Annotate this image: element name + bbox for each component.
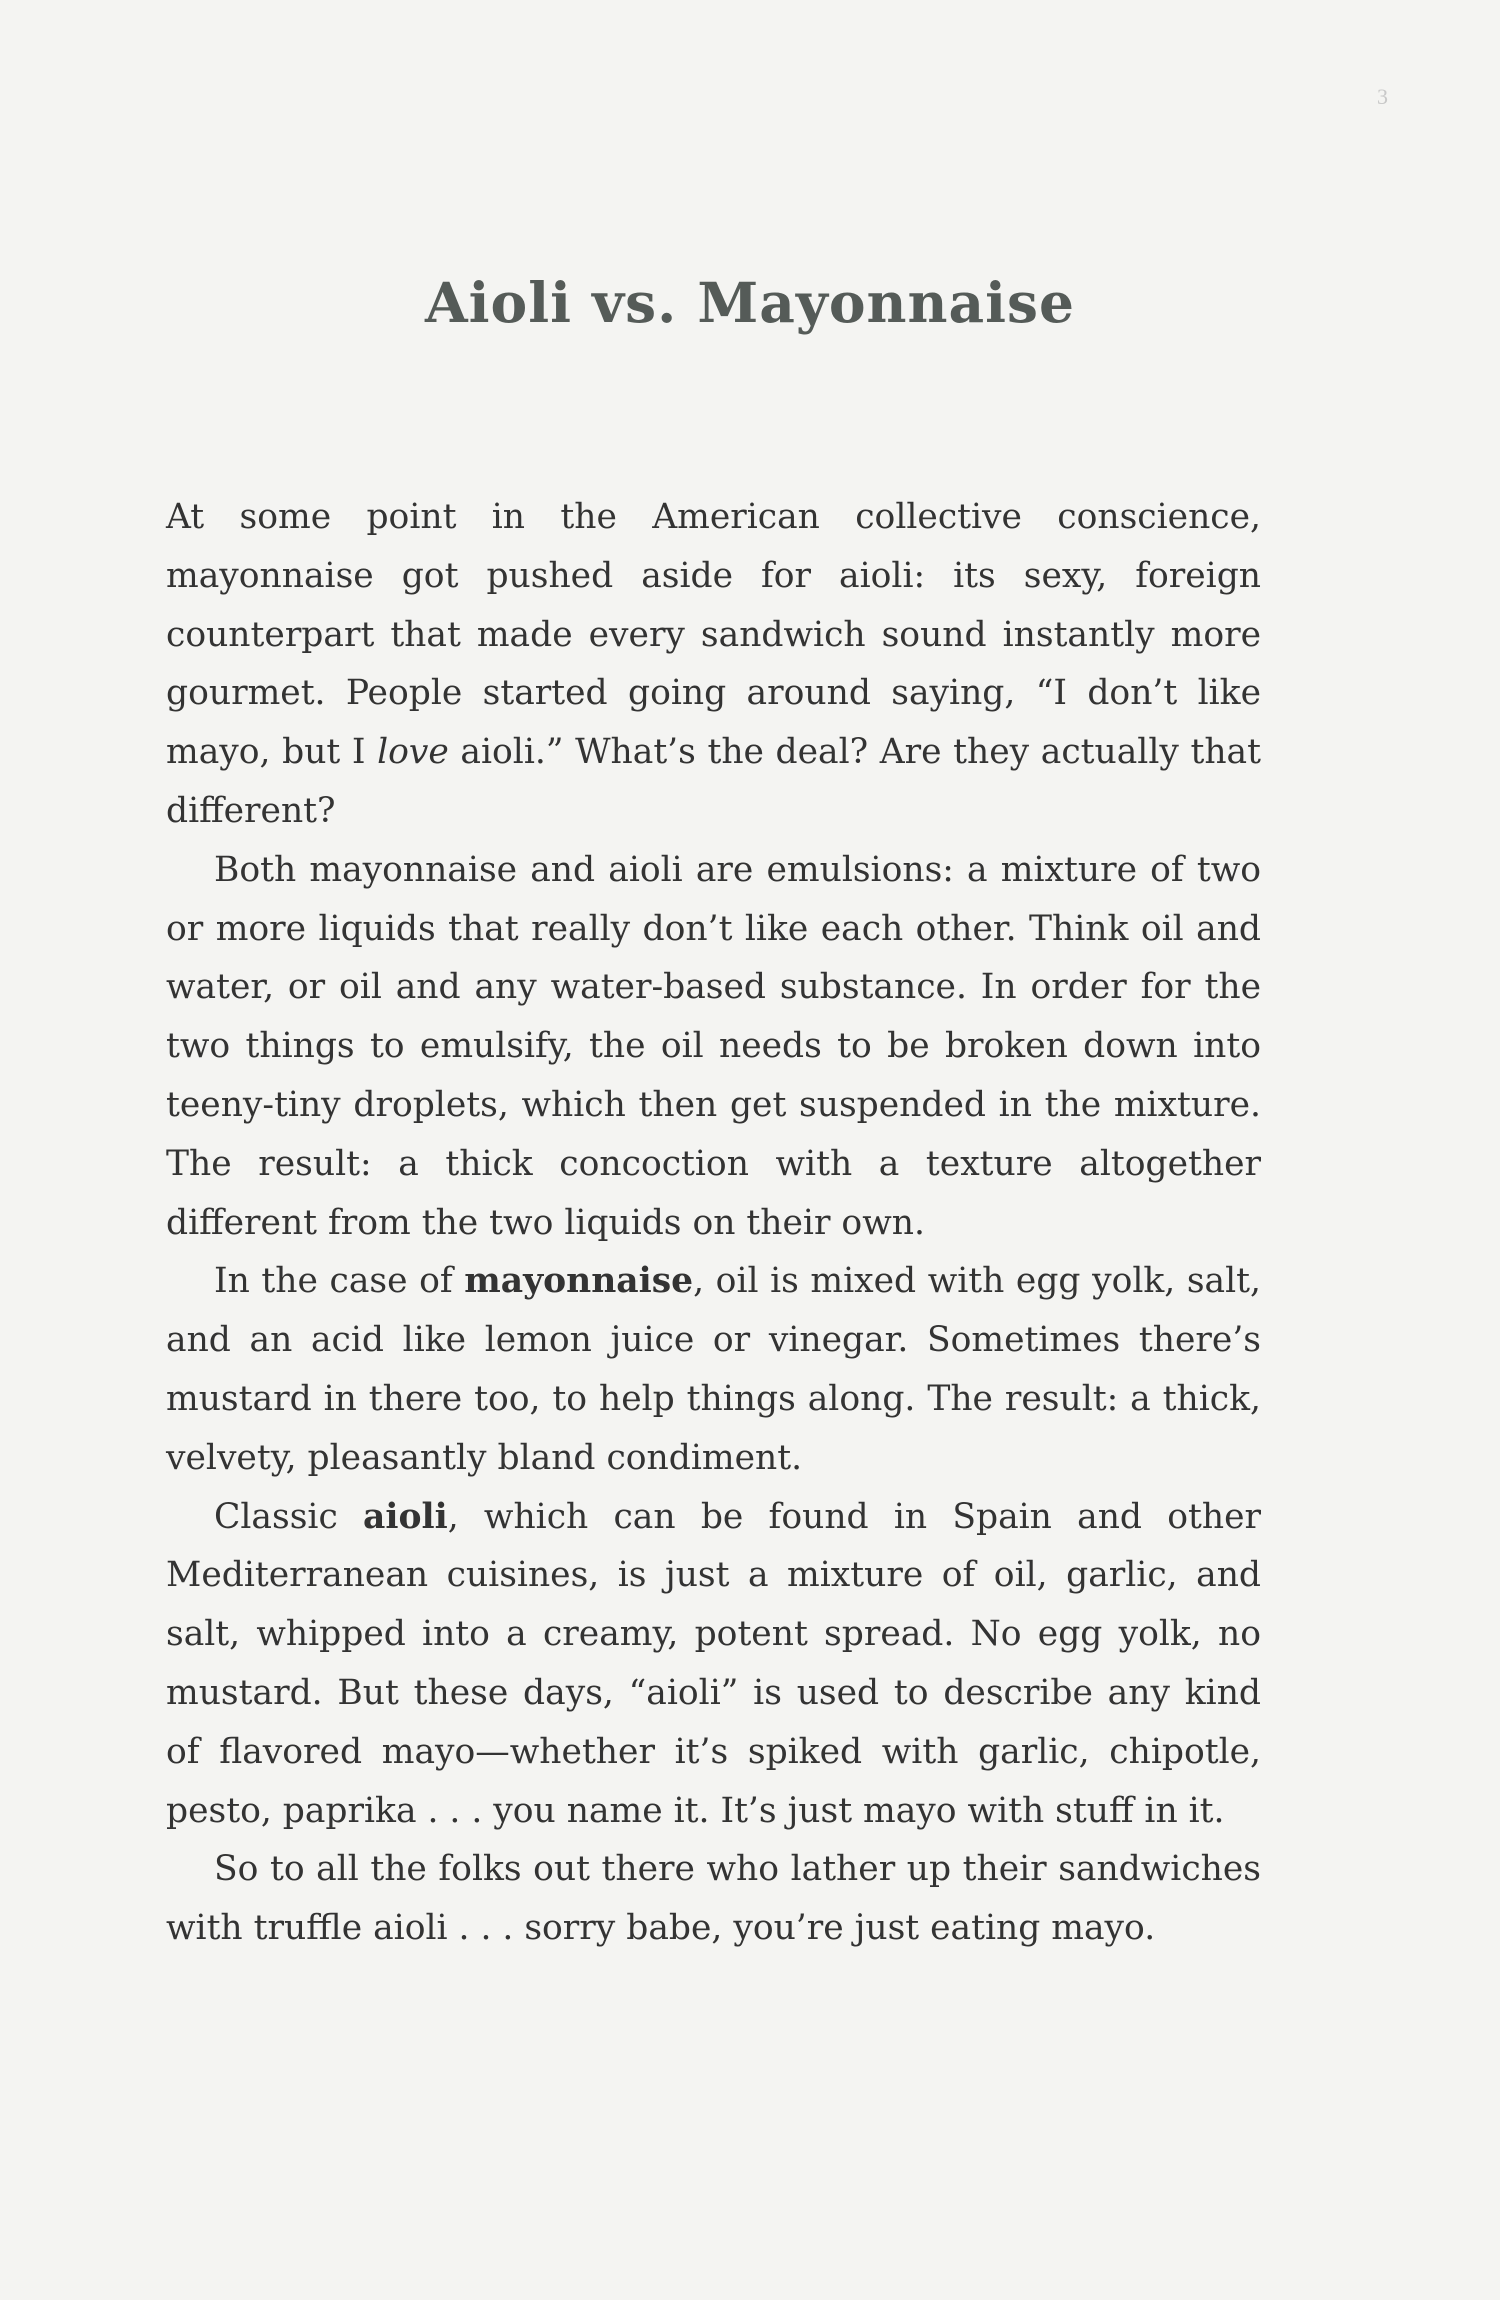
page-title: Aioli vs. Mayonnaise	[424, 270, 1076, 335]
paragraph-aioli-lead: Classic	[214, 1496, 364, 1537]
paragraph-intro-text: At some point in the American collective conscience, mayonnaise got pushed aside for aioli: its sexy, foreign counterpart that made every sandwich sound instantly more gourmet. People started going around saying, “I don’t like mayo, but I	[166, 497, 1261, 773]
paragraph-aioli	[166, 1488, 1261, 1841]
emphasis-love: love	[377, 732, 449, 773]
paragraph-conclusion: So to all the folks out there who lather up their sandwiches with truffle aioli . . . sorry babe, you’re just eating mayo.	[166, 1849, 1261, 1949]
paragraph-intro	[166, 488, 1261, 841]
paragraph-mayonnaise	[166, 1252, 1261, 1487]
term-mayonnaise: mayonnaise	[464, 1261, 694, 1302]
paragraph-intro-text-end: aioli.” What’s the deal? Are they actually that different?	[166, 732, 1261, 831]
page-number: 3	[1377, 84, 1388, 109]
paragraph-emulsions: Both mayonnaise and aioli are emulsions: a mixture of two or more liquids that really don’t like each other. Think oil and water, or oil and any water-based substance. In order for the two things to emulsify, the oil needs to be broken down into teeny-tiny droplets, which then get suspended in the mixture. The result: a thick concoction with a texture altogether different from the two liquids on their own.	[166, 849, 1261, 1243]
article-body	[166, 488, 1261, 1958]
term-aioli: aioli	[363, 1496, 448, 1537]
paragraph-mayonnaise-lead: In the case of	[214, 1261, 465, 1302]
paragraph-mayonnaise-text: , oil is mixed with egg yolk, salt, and an acid like lemon juice or vinegar. Sometimes there’s mustard in there too, to help things along. The result: a thick, velvety, pleasantly bland condiment.	[166, 1261, 1261, 1478]
paragraph-aioli-text: , which can be found in Spain and other Mediterranean cuisines, is just a mixture of oil, garlic, and salt, whipped into a creamy, potent spread. No egg yolk, no mustard. But these days, “aioli” is used to describe any kind of flavored mayo—whether it’s spiked with garlic, chipotle, pesto, paprika . . . you name it. It’s just mayo with stuff in it.	[166, 1496, 1262, 1831]
